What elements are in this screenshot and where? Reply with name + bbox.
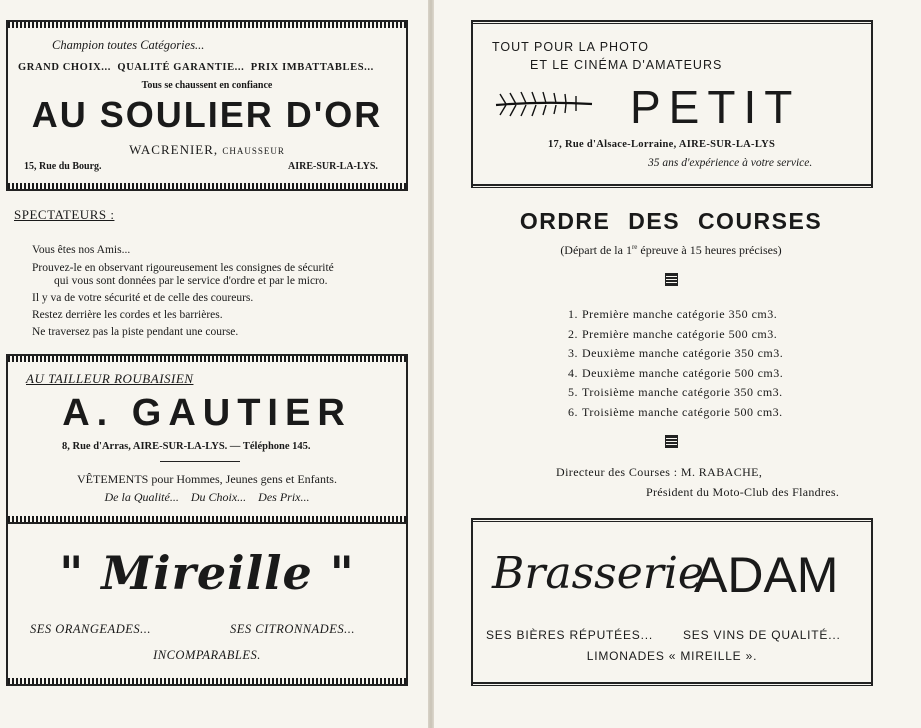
soulier-tagline: Champion toutes Catégories... [52,38,205,52]
soulier-sub: Tous se chaussent en confiance [141,80,273,91]
spectateurs-heading: SPECTATEURS : [14,207,115,222]
gautier-top-stripe [8,356,406,362]
petit-bottom-rule [471,184,873,188]
soulier-name: AU SOULIER D'OR [31,94,383,135]
spectateurs-line-3: qui vous sont données par le service d'ordre et par le micro. [54,275,328,287]
adam-script: Brasserie [492,548,704,599]
petit-address: 17, Rue d'Alsace-Lorraine, AIRE-SUR-LA-LYS [548,139,776,150]
ordre-subtitle-post: épreuve à 15 heures précises) [637,243,782,257]
mireille-orangeades: SES ORANGEADES... [30,622,151,636]
mireille-citronnades: SES CITRONNADES... [230,622,355,636]
ordre-president: Président du Moto-Club des Flandres. [646,485,840,499]
course-item [556,364,783,384]
soulier-owner-line [6,142,408,158]
ornament-square-icon [665,435,678,448]
mireille-name: " Mireille " [59,546,355,600]
petit-top-rule [471,20,873,24]
palm-leaf-icon [494,88,594,120]
gautier-address: 8, Rue d'Arras, AIRE-SUR-LA-LYS. — Téléphone 145. [62,441,311,452]
spectateurs-line-6: Ne traversez pas la piste pendant une course. [32,326,239,338]
adam-limonades: LIMONADES « MIREILLE ». [586,649,758,663]
course-item [556,344,783,364]
gautier-clothing: VÊTEMENTS pour Hommes, Jeunes gens et Enfants. [77,472,337,486]
spectateurs-line-5: Restez derrière les cordes et les barrières. [32,309,223,321]
soulier-slogan: GRAND CHOIX... QUALITÉ GARANTIE... PRIX IMBATTABLES... [18,62,374,73]
gautier-name: A. GAUTIER [62,392,352,434]
petit-name: PETIT [630,81,801,133]
petit-line-1: TOUT POUR LA PHOTO [492,40,649,54]
soulier-trade: CHAUSSEUR [222,146,285,156]
petit-line-2: ET LE CINÉMA D'AMATEURS [530,58,723,72]
ornament-square-icon [665,273,678,286]
course-text: Deuxième manche catégorie 350 cm3. [582,346,784,361]
course-number: 6. [568,404,578,419]
ordre-title: ORDRE DES COURSES [519,208,823,234]
course-text: Troisième manche catégorie 500 cm3. [582,404,783,419]
soulier-owner: WACRENIER, [129,142,219,157]
course-number: 2. [568,326,578,341]
gautier-qualities: De la Qualité... Du Choix... Des Prix... [104,490,310,504]
adam-bieres: SES BIÈRES RÉPUTÉES... [486,628,653,642]
course-number: 3. [568,346,578,361]
soulier-bottom-stripe [8,183,406,189]
ordre-subtitle [470,243,872,258]
course-text: Première manche catégorie 500 cm3. [582,326,778,341]
spectateurs-line-2: Prouvez-le en observant rigoureusement les consignes de sécurité [32,262,334,274]
adam-top-rule [471,518,873,522]
soulier-town: AIRE-SUR-LA-LYS. [288,161,378,172]
mireille-incomparables: INCOMPARABLES. [153,648,261,662]
soulier-address: 15, Rue du Bourg. [24,161,102,172]
petit-right-rule [871,20,873,188]
course-item [556,383,783,403]
spectateurs-line-1: Vous êtes nos Amis... [32,244,131,256]
spectateurs-line-4: Il y va de votre sécurité et de celle des coureurs. [32,292,254,304]
course-text: Troisième manche catégorie 350 cm3. [582,385,783,400]
course-number: 5. [568,385,578,400]
adam-name: ADAM [694,547,839,603]
course-item [556,305,783,325]
course-number: 1. [568,307,578,321]
ordre-director: Directeur des Courses : M. RABACHE, [556,465,763,479]
soulier-top-stripe [8,22,406,28]
petit-experience: 35 ans d'expérience à votre service. [648,157,813,169]
gautier-tagline: AU TAILLEUR ROUBAISIEN [26,371,194,386]
petit-left-rule [471,20,473,188]
course-text: Première manche catégorie 350 cm3. [582,307,778,321]
adam-vins: SES VINS DE QUALITÉ... [683,628,841,642]
adam-bottom-rule [471,682,873,686]
course-number: 4. [568,365,578,380]
course-list [556,305,783,423]
course-text: Deuxième manche catégorie 500 cm3. [582,365,784,380]
gautier-divider [160,461,240,462]
ordre-subtitle-sup: re [631,243,638,251]
page-gutter [428,0,434,728]
mireille-bottom-stripe [8,678,406,684]
ordre-subtitle-pre: (Départ de la 1 [560,243,632,257]
course-item [556,403,783,423]
course-item [556,325,783,345]
